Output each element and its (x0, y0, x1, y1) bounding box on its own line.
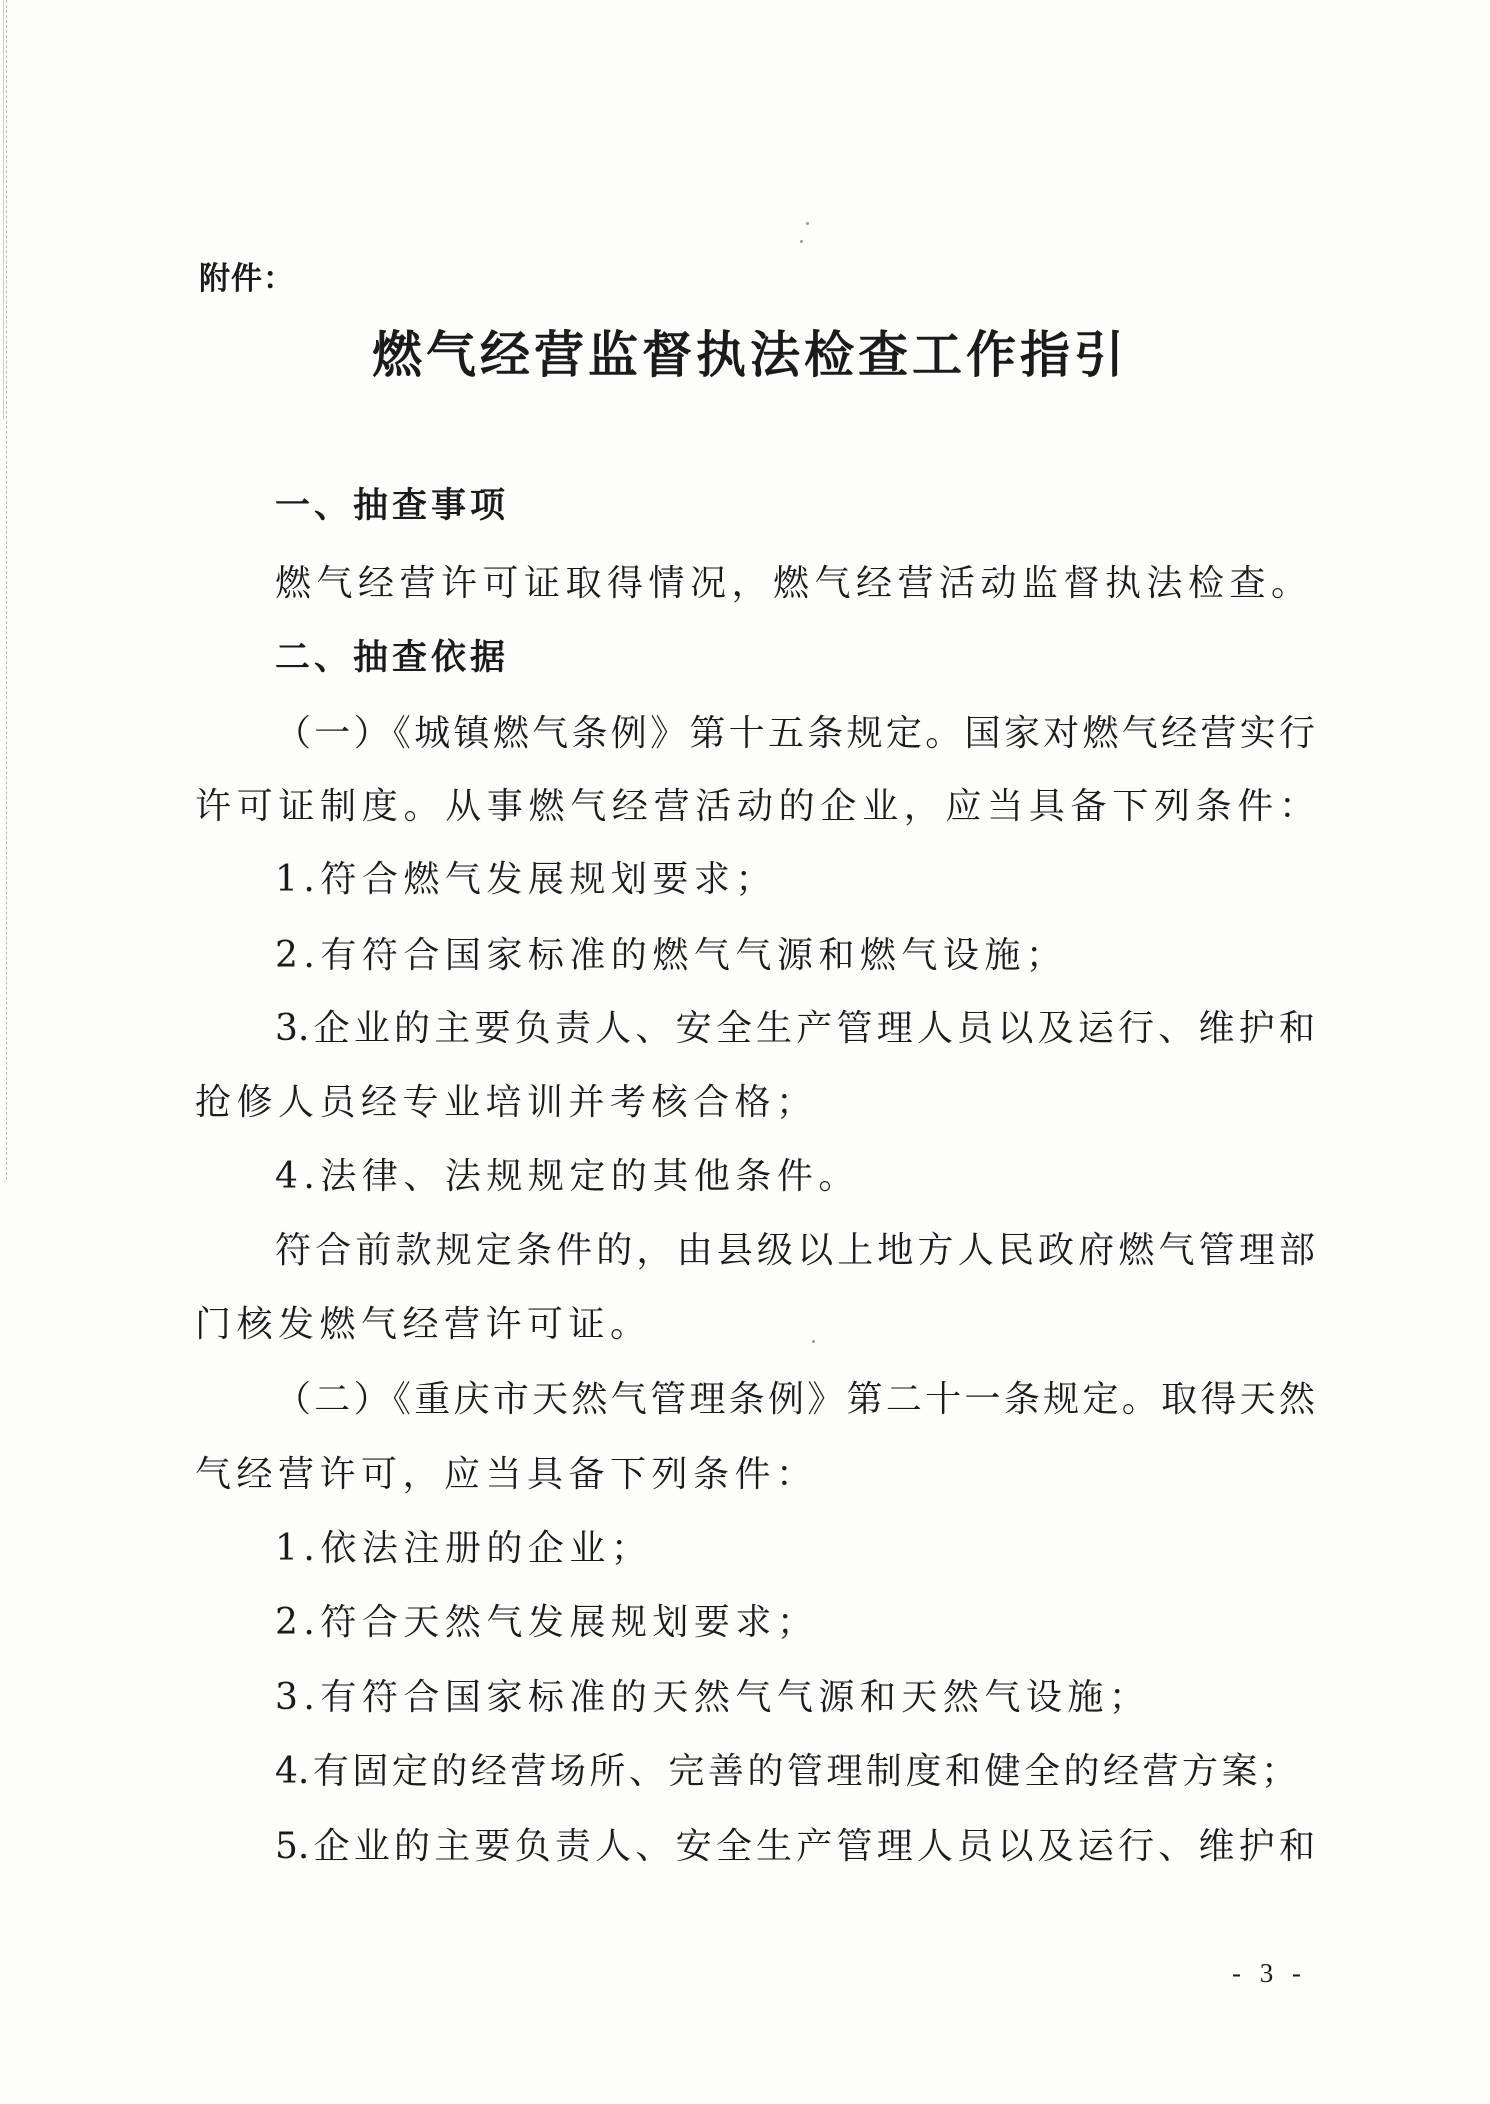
clause2-condition-item: 3.有符合国家标准的天然气气源和天然气设施； (275, 1677, 1151, 1718)
section-text-inspection-items: 燃气经营许可证取得情况，燃气经营活动监督执法检查。 (275, 563, 1313, 604)
clause2-intro-line: 气经营许可，应当具备下列条件： (195, 1454, 818, 1495)
clause1-condition-item: 2.有符合国家标准的燃气气源和燃气设施； (275, 935, 1068, 976)
scan-edge-line (3, 0, 4, 420)
attachment-label: 附件： (199, 261, 295, 297)
clause2-condition-item: 2.符合天然气发展规划要求； (275, 1602, 819, 1643)
document-title: 燃气经营监督执法检查工作指引 (372, 325, 1128, 384)
scan-edge-mark (6, 0, 7, 1180)
clause1-condition-item-continuation: 抢修人员经专业培训并考核合格； (195, 1082, 818, 1123)
clause2-condition-item: 1.依法注册的企业； (275, 1528, 653, 1569)
section-heading-inspection-basis: 二、抽查依据 (275, 638, 510, 678)
section-heading-inspection-items: 一、抽查事项 (275, 486, 510, 526)
page-number: - 3 - (1232, 1958, 1307, 1988)
clause2-condition-item: 4.有固定的经营场所、完善的管理制度和健全的经营方案； (275, 1752, 1297, 1792)
scan-speck (806, 222, 809, 225)
clause1-closing-line: 门核发燃气经营许可证。 (195, 1304, 652, 1345)
clause2-intro-line: （二）《重庆市天然气管理条例》第二十一条规定。取得天然 (275, 1380, 1315, 1420)
clause2-condition-item: 5.企业的主要负责人、安全生产管理人员以及运行、维护和 (275, 1827, 1315, 1867)
scan-speck (800, 240, 803, 243)
clause1-condition-item: 4.法律、法规规定的其他条件。 (275, 1156, 860, 1197)
scan-speck (812, 1340, 815, 1343)
clause1-condition-item: 3.企业的主要负责人、安全生产管理人员以及运行、维护和 (275, 1009, 1315, 1049)
clause1-condition-item: 1.符合燃气发展规划要求； (275, 859, 777, 900)
clause1-intro-line: 许可证制度。从事燃气经营活动的企业，应当具备下列条件： (195, 787, 1315, 827)
clause1-intro-line: （一）《城镇燃气条例》第十五条规定。国家对燃气经营实行 (275, 714, 1315, 754)
clause1-closing-line: 符合前款规定条件的，由县级以上地方人民政府燃气管理部 (275, 1231, 1315, 1271)
